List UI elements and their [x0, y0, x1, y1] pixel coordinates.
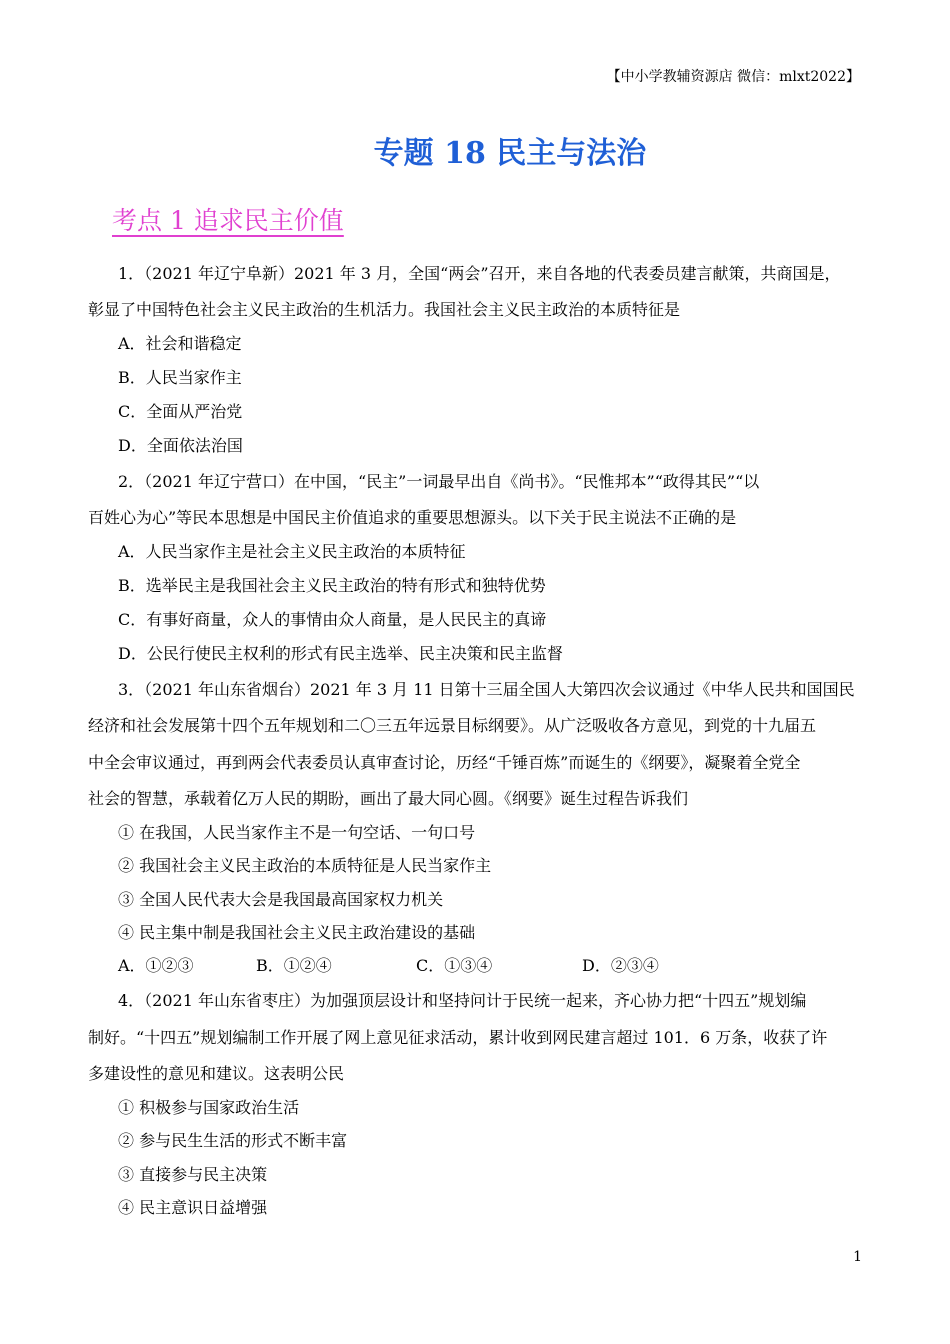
header-note: 【中小学教辅资源店 微信：mlxt2022】 — [606, 69, 860, 85]
q3-choice-c: C．①③④ — [416, 956, 493, 975]
q4-statement-2: ② 参与民生生活的形式不断丰富 — [118, 1131, 348, 1150]
q2-option-d: D．公民行使民主权利的形式有民主选举、民主决策和民主监督 — [118, 644, 563, 663]
q3-choice-b: B．①②④ — [256, 956, 332, 975]
q2-stem-line2: 百姓心为心”等民本思想是中国民主价值追求的重要思想源头。以下关于民主说法不正确的是 — [88, 508, 737, 527]
q2-option-a: A．人民当家作主是社会主义民主政治的本质特征 — [118, 542, 466, 561]
q3-choice-d: D．②③④ — [582, 956, 659, 975]
q3-statement-3: ③ 全国人民代表大会是我国最高国家权力机关 — [118, 890, 444, 909]
q4-stem-line3: 多建设性的意见和建议。这表明公民 — [88, 1064, 345, 1083]
q2-stem-line1: 2．（2021 年辽宁营口）在中国，“民主”一词最早出自《尚书》。“民惟邦本”“政得其民”“以 — [118, 472, 760, 491]
q3-stem-line4: 社会的智慧，承载着亿万人民的期盼，画出了最大同心圆。《纲要》诞生过程告诉我们 — [88, 789, 689, 808]
q3-statement-4: ④ 民主集中制是我国社会主义民主政治建设的基础 — [118, 923, 476, 942]
q2-option-b: B．选举民主是我国社会主义民主政治的特有形式和独特优势 — [118, 576, 546, 595]
q1-option-a: A．社会和谐稳定 — [118, 334, 242, 353]
section-heading: 考点 1 追求民主价值 — [112, 206, 344, 235]
q3-stem-line3: 中全会审议通过，再到两会代表委员认真审查讨论，历经“千锤百炼”而诞生的《纲要》，凝聚着全党全 — [88, 753, 801, 772]
q4-stem-line2: 制好。“十四五”规划编制工作开展了网上意见征求活动，累计收到网民建言超过 101．6 万条，收获了许 — [88, 1028, 828, 1047]
q1-option-b: B．人民当家作主 — [118, 368, 242, 387]
q3-choice-a: A．①②③ — [118, 956, 194, 975]
q3-stem-line1: 3．（2021 年山东省烟台）2021 年 3 月 11 日第十三届全国人大第四次会议通过《中华人民共和国国民 — [118, 680, 855, 699]
q3-choices — [118, 953, 758, 975]
q1-option-c: C．全面从严治党 — [118, 402, 243, 421]
q4-stem-line1: 4．（2021 年山东省枣庄）为加强顶层设计和坚持问计于民统一起来，齐心协力把“十四五”规划编 — [118, 991, 807, 1010]
q1-stem-line1: 1．（2021 年辽宁阜新）2021 年 3 月，全国“两会”召开，来自各地的代表委员建言献策，共商国是， — [118, 264, 841, 283]
q4-statement-1: ① 积极参与国家政治生活 — [118, 1098, 300, 1117]
q3-statement-1: ① 在我国，人民当家作主不是一句空话、一句口号 — [118, 823, 476, 842]
q3-statement-2: ② 我国社会主义民主政治的本质特征是人民当家作主 — [118, 856, 492, 875]
q4-statement-3: ③ 直接参与民主决策 — [118, 1165, 268, 1184]
page-title: 专题 18 民主与法治 — [373, 136, 647, 171]
q1-stem-line2: 彰显了中国特色社会主义民主政治的生机活力。我国社会主义民主政治的本质特征是 — [88, 300, 681, 319]
q2-option-c: C．有事好商量，众人的事情由众人商量，是人民民主的真谛 — [118, 610, 547, 629]
q3-stem-line2: 经济和社会发展第十四个五年规划和二〇三五年远景目标纲要》。从广泛吸收各方意见，到党的十九届五 — [88, 716, 817, 735]
q1-option-d: D．全面依法治国 — [118, 436, 243, 455]
page-number: 1 — [853, 1249, 862, 1265]
q4-statement-4: ④ 民主意识日益增强 — [118, 1198, 268, 1217]
